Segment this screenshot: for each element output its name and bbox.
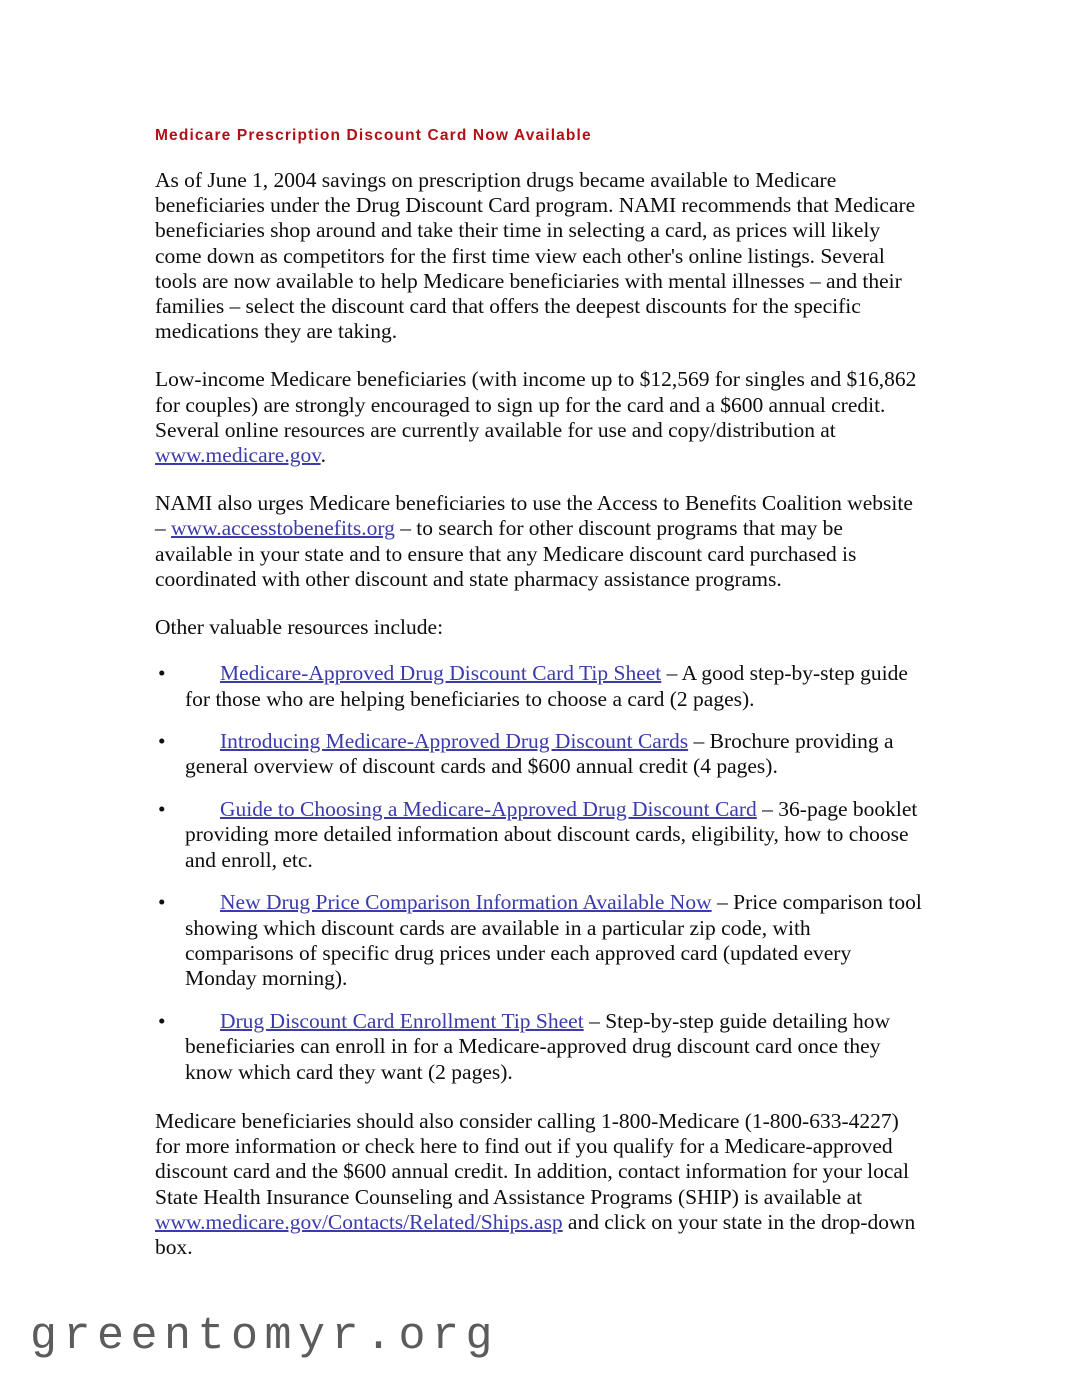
list-item	[155, 661, 923, 712]
resources-list	[155, 661, 923, 1085]
paragraph-intro	[155, 168, 923, 344]
list-item	[155, 797, 923, 873]
paragraph-low-income-text-after: .	[320, 443, 326, 468]
paragraph-low-income-text-before: Low-income Medicare beneficiaries (with income up to $12,569 for singles and $16,862 for couples) are strongly encouraged to sign up for the card and a $600 annual credit. Several online resources are currently available for use and copy/distribution at	[155, 367, 917, 442]
list-item	[155, 729, 923, 780]
resource-description: – Price comparison tool showing which discount cards are available in a particular zip code, with comparisons of specific drug prices under each approved card (updated every Monday morning).	[185, 890, 922, 991]
paragraph-closing	[155, 1109, 923, 1260]
resource-description: – 36-page booklet providing more detailed information about discount cards, eligibility, how to choose and enroll, etc.	[185, 796, 918, 872]
bullet-icon: •	[158, 890, 166, 915]
paragraph-abc-text-before: NAMI also urges Medicare beneficiaries to use the Access to Benefits Coalition website –	[155, 491, 913, 541]
resource-link[interactable]: New Drug Price Comparison Information Available Now	[220, 890, 712, 915]
resource-link[interactable]: Introducing Medicare-Approved Drug Discount Cards	[220, 729, 689, 754]
paragraph-abc-text-after: – to search for other discount programs that may be available in your state and to ensure that any Medicare discount card purchased is coordinated with other discount and state pharmacy assistance programs.	[155, 516, 857, 591]
resource-link[interactable]: Guide to Choosing a Medicare-Approved Drug Discount Card	[220, 796, 757, 821]
link-medicare-ships-page[interactable]: www.medicare.gov/Contacts/Related/Ships.asp	[155, 1209, 563, 1234]
paragraph-closing-text-after: and click on your state in the drop-down box.	[155, 1209, 916, 1259]
paragraph-closing-text-before: Medicare beneficiaries should also consider calling 1-800-Medicare (1-800-633-4227) for more information or check here to find out if you qualify for a Medicare-approved discount card and the $600 annual credit. In addition, contact information for your local State Health Insurance Counseling and Assistance Programs (SHIP) is available at	[155, 1108, 909, 1209]
bullet-icon: •	[158, 796, 166, 821]
bullet-icon: •	[158, 661, 166, 686]
list-item	[155, 890, 923, 992]
paragraph-resources-intro	[155, 615, 923, 640]
document-body	[155, 126, 923, 1283]
watermark: greentomyr.org	[30, 1311, 500, 1362]
paragraph-low-income	[155, 367, 923, 468]
resource-description: – Brochure providing a general overview of discount cards and $600 annual credit (4 pages).	[185, 729, 894, 779]
link-medicare-gov[interactable]: www.medicare.gov	[155, 443, 321, 468]
resources-intro-text: Other valuable resources include:	[155, 615, 444, 640]
page-title: Medicare Prescription Discount Card Now Available	[155, 127, 592, 144]
resource-description: – Step-by-step guide detailing how beneficiaries can enroll in for a Medicare-approved drug discount card once they know which card they want (2 pages).	[185, 1008, 891, 1084]
resource-description: – A good step-by-step guide for those who are helping beneficiaries to choose a card (2 pages).	[185, 661, 908, 711]
paragraph-access-to-benefits	[155, 491, 923, 592]
paragraph-intro-text: As of June 1, 2004 savings on prescription drugs became available to Medicare beneficiaries under the Drug Discount Card program. NAMI recommends that Medicare beneficiaries shop around and take their time in selecting a card, as prices will likely come down as competitors for the first time view each other's online listings. Several tools are now available to help Medicare beneficiaries with mental illnesses – and their families – select the discount card that offers the deepest discounts for the specific medications they are taking.	[155, 168, 916, 344]
bullet-icon: •	[158, 729, 166, 754]
link-accesstobenefits-org[interactable]: www.accesstobenefits.org	[171, 516, 395, 541]
resource-link[interactable]: Medicare-Approved Drug Discount Card Tip Sheet	[220, 661, 662, 686]
list-item	[155, 1009, 923, 1085]
resource-link[interactable]: Drug Discount Card Enrollment Tip Sheet	[220, 1008, 584, 1033]
bullet-icon: •	[158, 1008, 166, 1033]
